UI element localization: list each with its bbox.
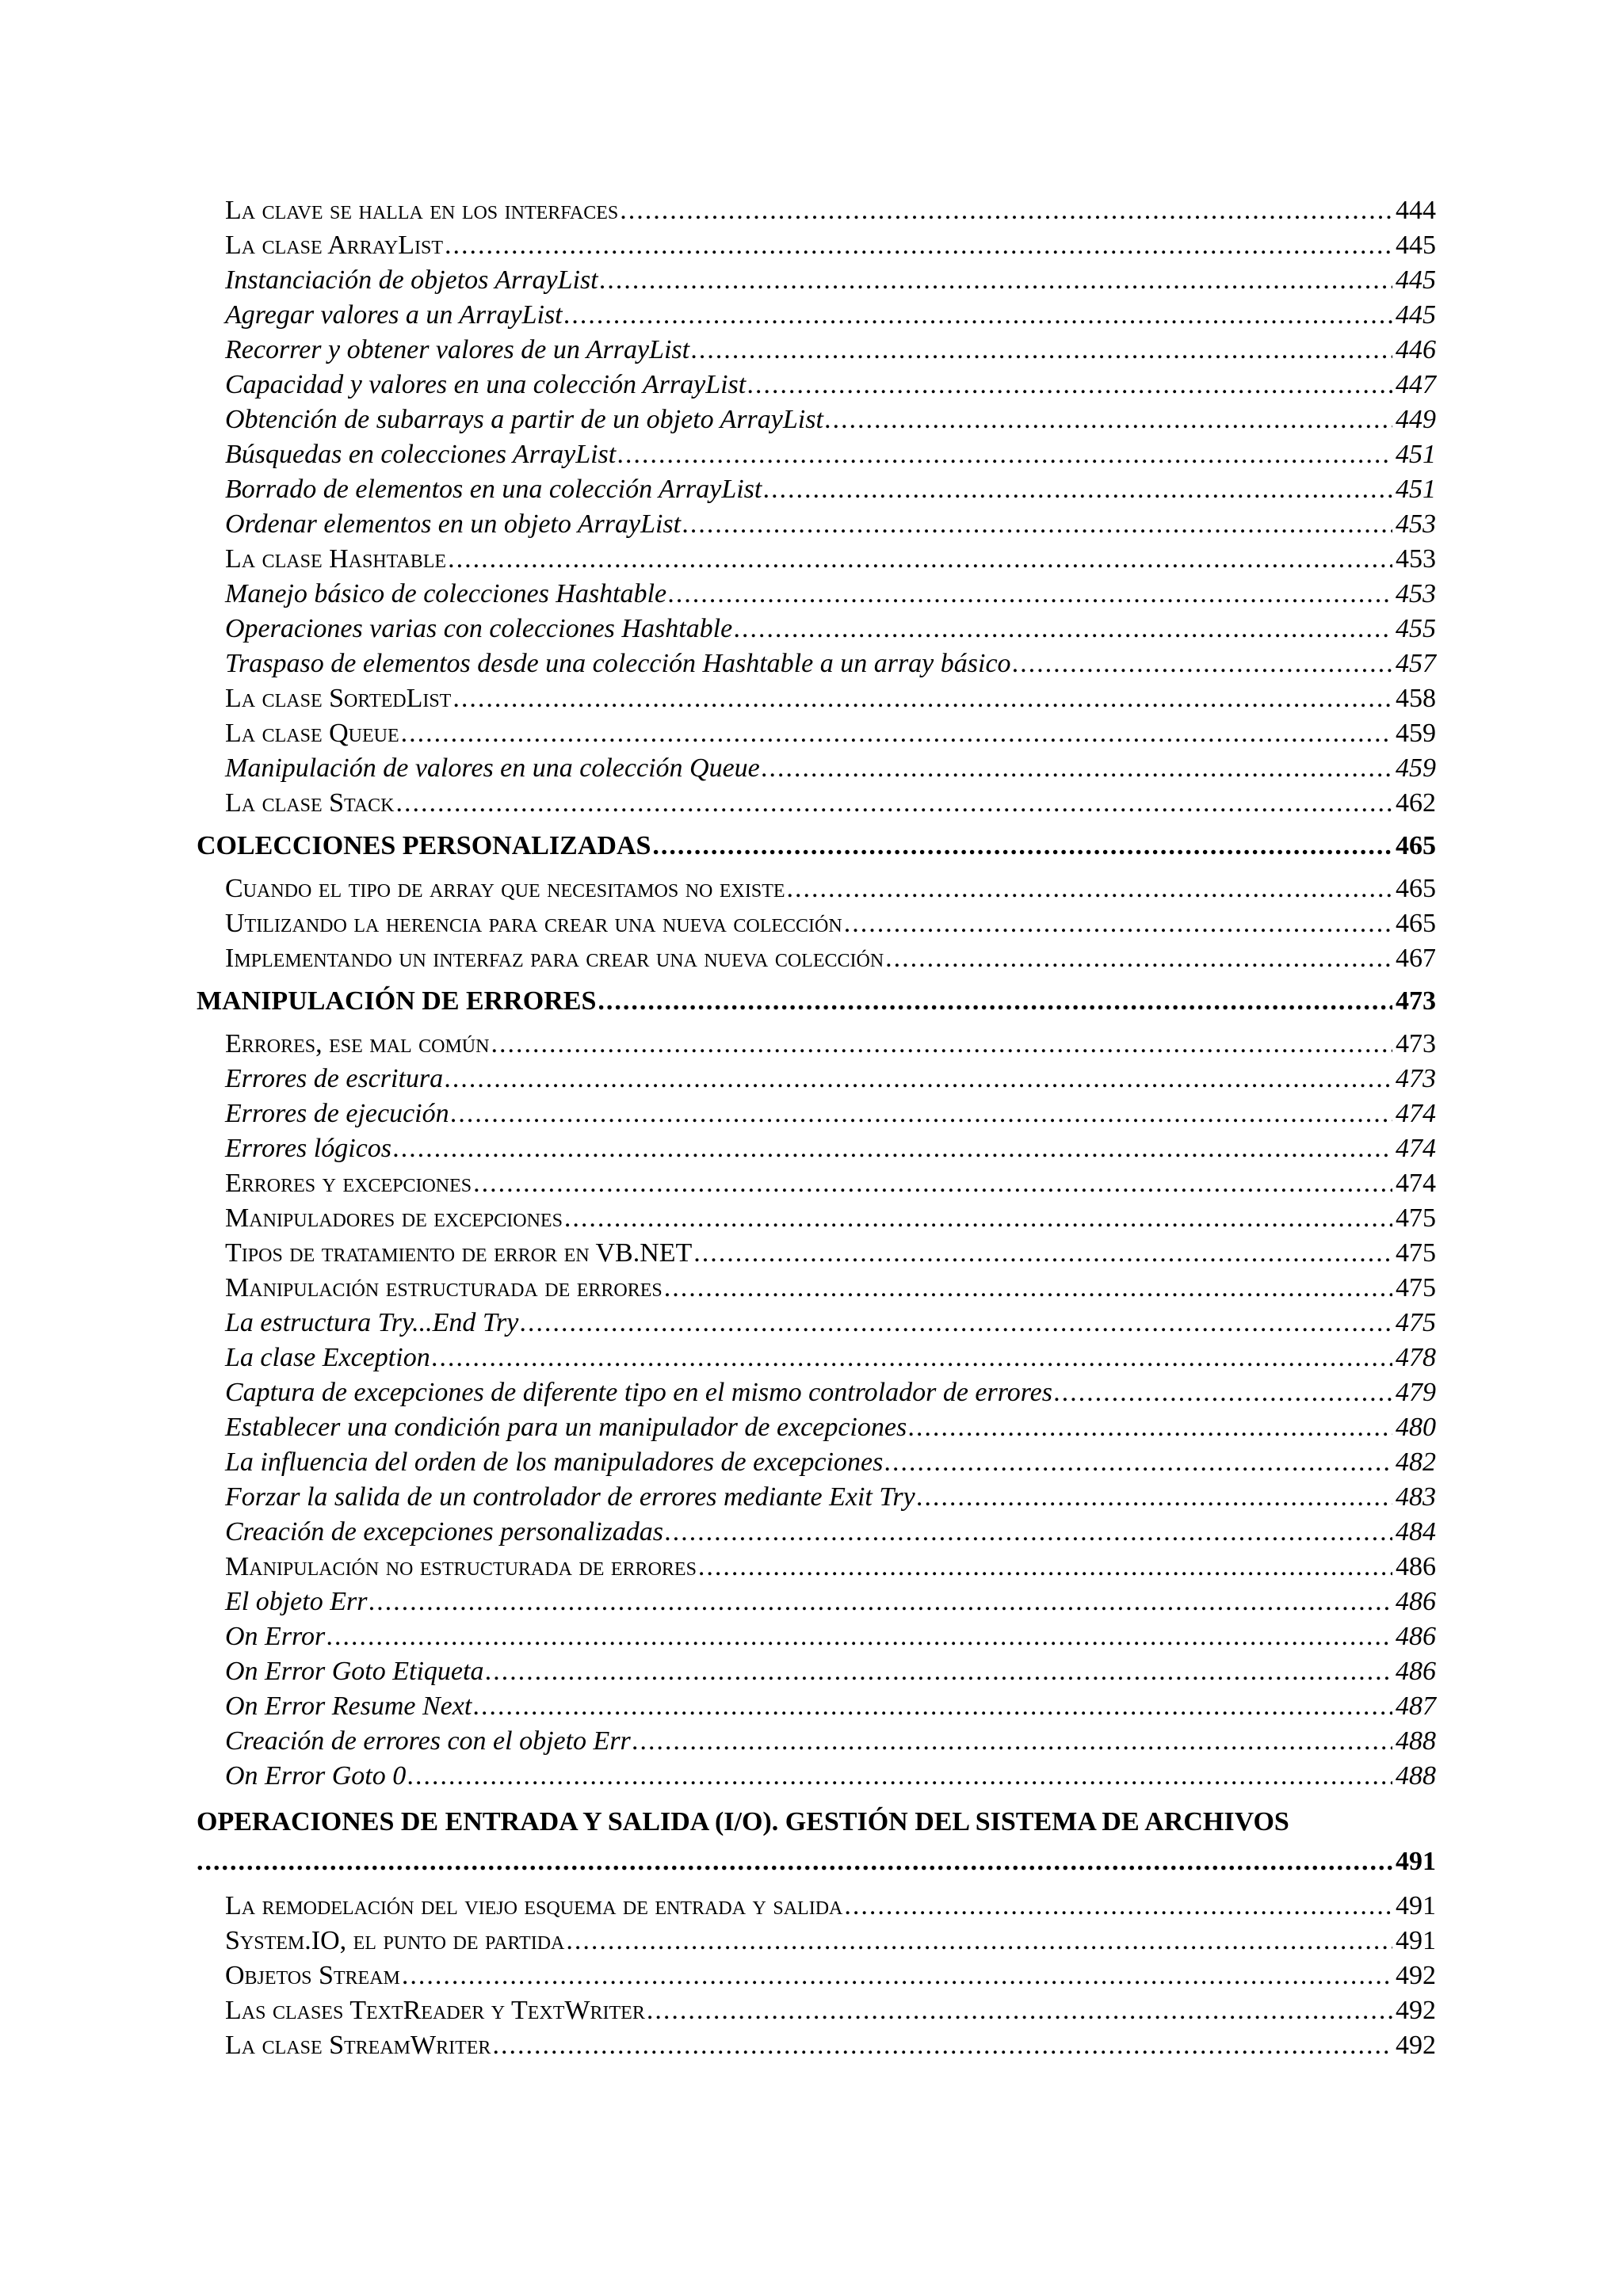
toc-entry-obtencion-de-subarrays-a-partir-de-un-objeto-arraylist[interactable] xyxy=(197,402,1436,437)
toc-entry-page: 457 xyxy=(1396,649,1436,678)
toc-entry-la-clase-stack[interactable] xyxy=(197,786,1436,821)
toc-entry-page: 459 xyxy=(1396,753,1436,783)
toc-entry-page: 492 xyxy=(1396,2031,1436,2060)
toc-entry-title: Captura de excepciones de diferente tipo en el mismo controlador de errores xyxy=(225,1378,1053,1407)
toc-entry-page: 451 xyxy=(1396,440,1436,469)
toc-leader-dots xyxy=(473,1689,1392,1724)
toc-leader-dots xyxy=(564,1201,1392,1236)
toc-entry-la-clase-arraylist[interactable] xyxy=(197,228,1436,263)
toc-leader-dots xyxy=(762,751,1392,786)
toc-leader-dots xyxy=(407,1759,1392,1794)
toc-entry-page: 486 xyxy=(1396,1657,1436,1686)
toc-leader-dots xyxy=(401,716,1392,751)
toc-entry-title: La remodelación del viejo esquema de entrada y salida xyxy=(225,1891,843,1920)
toc-entry-page: 478 xyxy=(1396,1343,1436,1372)
toc-entry-manipulacion-no-estructurada-de-errores[interactable] xyxy=(197,1550,1436,1585)
toc-entry-capacidad-y-valores-en-una-coleccion-arraylist[interactable] xyxy=(197,368,1436,402)
toc-entry-la-influencia-del-orden-de-los-manipuladores-de-excepciones[interactable] xyxy=(197,1445,1436,1480)
toc-chapter-title: OPERACIONES DE ENTRADA Y SALIDA (I/O). GESTIÓN DEL SISTEMA DE ARCHIVOS xyxy=(197,1807,1289,1836)
toc-group-colecciones-personalizadas xyxy=(197,871,1436,976)
toc-entry-page: 453 xyxy=(1396,544,1436,574)
toc-entry-page: 474 xyxy=(1396,1169,1436,1198)
toc-entry-title: El objeto Err xyxy=(225,1587,368,1616)
toc-entry-page: 483 xyxy=(1396,1482,1436,1512)
toc-entry-borrado-de-elementos-en-una-coleccion-arraylist[interactable] xyxy=(197,472,1436,507)
toc-entry-title: La clave se halla en los interfaces xyxy=(225,196,619,225)
toc-entry-title: Errores lógicos xyxy=(225,1134,391,1163)
toc-entry-system-io-el-punto-de-partida[interactable] xyxy=(197,1924,1436,1958)
toc-leader-dots xyxy=(445,228,1392,263)
toc-entry-errores-de-ejecucion[interactable] xyxy=(197,1097,1436,1131)
toc-entry-page: 475 xyxy=(1396,1273,1436,1302)
toc-entry-page: 473 xyxy=(1396,1064,1436,1093)
toc-leader-dots xyxy=(844,1889,1392,1924)
toc-leader-dots xyxy=(327,1619,1392,1654)
toc-leader-dots xyxy=(402,1958,1392,1993)
toc-entry-page: 453 xyxy=(1396,579,1436,608)
toc-leader-dots xyxy=(884,1445,1392,1480)
toc-entry-title: Manipulación estructurada de errores xyxy=(225,1273,663,1302)
toc-entry-la-remodelacion-del-viejo-esquema-de-entrada-y-salida[interactable] xyxy=(197,1889,1436,1924)
toc-entry-la-clase-queue[interactable] xyxy=(197,716,1436,751)
toc-entry-page: 492 xyxy=(1396,1961,1436,1990)
toc-chapter-colecciones-personalizadas[interactable] xyxy=(197,821,1436,871)
toc-entry-title: On Error Goto 0 xyxy=(225,1761,407,1791)
toc-entry-title: Manipuladores de excepciones xyxy=(225,1203,563,1233)
toc-entry-manipulacion-estructurada-de-errores[interactable] xyxy=(197,1271,1436,1306)
toc-entry-title: Objetos Stream xyxy=(225,1961,400,1990)
toc-entry-page: 447 xyxy=(1396,370,1436,399)
toc-entry-title: Las clases TextReader y TextWriter xyxy=(225,1996,645,2025)
toc-entry-page: 480 xyxy=(1396,1413,1436,1442)
toc-entry-title: Traspaso de elementos desde una colección Hashtable a un array básico xyxy=(225,649,1011,678)
toc-leader-dots xyxy=(652,821,1392,871)
toc-leader-dots xyxy=(632,1724,1392,1759)
toc-entry-title: Instanciación de objetos ArrayList xyxy=(225,265,598,295)
toc-entry-page: 449 xyxy=(1396,405,1436,434)
toc-leader-dots xyxy=(197,1843,1392,1881)
toc-entry-manejo-basico-de-colecciones-hashtable[interactable] xyxy=(197,577,1436,612)
toc-entry-errores-de-escritura[interactable] xyxy=(197,1062,1436,1097)
toc-entry-page: 475 xyxy=(1396,1203,1436,1233)
toc-entry-on-error[interactable] xyxy=(197,1619,1436,1654)
toc-leader-dots xyxy=(492,2028,1392,2063)
toc-leader-dots xyxy=(747,368,1392,402)
toc-leader-dots xyxy=(448,542,1392,577)
toc-entry-creacion-de-excepciones-personalizadas[interactable] xyxy=(197,1515,1436,1550)
toc-entry-establecer-una-condicion-para-un-manipulador-de-excepciones[interactable] xyxy=(197,1410,1436,1445)
toc-entry-title: Borrado de elementos en una colección ArrayList xyxy=(225,475,762,504)
toc-entry-la-estructura-try-end-try[interactable] xyxy=(197,1306,1436,1341)
toc-entry-implementando-un-interfaz-para-crear-una-nueva-coleccion[interactable] xyxy=(197,941,1436,976)
toc-leader-dots xyxy=(908,1410,1392,1445)
toc-group-colecciones xyxy=(197,193,1436,821)
toc-entry-page: 479 xyxy=(1396,1378,1436,1407)
toc-entry-title: Utilizando la herencia para crear una nueva colección xyxy=(225,909,842,938)
toc-entry-title: La clase Hashtable xyxy=(225,544,447,574)
toc-entry-page: 459 xyxy=(1396,719,1436,748)
toc-entry-title: La clase StreamWriter xyxy=(225,2031,491,2060)
toc-entry-on-error-resume-next[interactable] xyxy=(197,1689,1436,1724)
toc-entry-las-clases-textreader-y-textwriter[interactable] xyxy=(197,1993,1436,2028)
toc-entry-busquedas-en-colecciones-arraylist[interactable] xyxy=(197,437,1436,472)
toc-leader-dots xyxy=(1013,646,1392,681)
toc-leader-dots xyxy=(620,193,1392,228)
toc-group-operaciones-io xyxy=(197,1889,1436,2063)
toc-entry-title: La clase SortedList xyxy=(225,684,452,713)
toc-entry-la-clase-exception[interactable] xyxy=(197,1341,1436,1375)
toc-entry-objetos-stream[interactable] xyxy=(197,1958,1436,1993)
table-of-contents xyxy=(197,193,1436,2063)
toc-entry-page: 446 xyxy=(1396,335,1436,364)
toc-entry-tipos-de-tratamiento-de-error-en-vb-net[interactable] xyxy=(197,1236,1436,1271)
toc-leader-dots xyxy=(647,1993,1392,2028)
toc-entry-operaciones-varias-con-colecciones-hashtable[interactable] xyxy=(197,612,1436,646)
toc-leader-dots xyxy=(600,263,1392,298)
toc-entry-page: 455 xyxy=(1396,614,1436,643)
toc-entry-captura-de-excepciones-de-diferente-tipo-en-el-mismo-controlador-de-errores[interactable] xyxy=(197,1375,1436,1410)
toc-chapter-page: 491 xyxy=(1396,1847,1436,1876)
toc-entry-page: 444 xyxy=(1396,196,1436,225)
toc-leader-dots xyxy=(844,906,1392,941)
toc-entry-forzar-la-salida-de-un-controlador-de-errores-mediante-exit-try[interactable] xyxy=(197,1480,1436,1515)
toc-entry-title: Operaciones varias con colecciones Hashtable xyxy=(225,614,733,643)
toc-entry-title: Tipos de tratamiento de error en VB.NET xyxy=(225,1238,693,1268)
toc-entry-instanciacion-de-objetos-arraylist[interactable] xyxy=(197,263,1436,298)
toc-leader-dots xyxy=(395,786,1392,821)
toc-chapter-page: 465 xyxy=(1396,831,1436,860)
toc-entry-page: 486 xyxy=(1396,1587,1436,1616)
toc-entry-page: 488 xyxy=(1396,1726,1436,1756)
toc-entry-page: 458 xyxy=(1396,684,1436,713)
toc-entry-title: Errores, ese mal común xyxy=(225,1029,490,1058)
toc-leader-dots xyxy=(682,507,1392,542)
toc-leader-dots xyxy=(445,1062,1392,1097)
toc-entry-page: 488 xyxy=(1396,1761,1436,1791)
toc-entry-creacion-de-errores-con-el-objeto-err[interactable] xyxy=(197,1724,1436,1759)
toc-entry-title: Creación de excepciones personalizadas xyxy=(225,1517,663,1547)
toc-entry-title: La clase Stack xyxy=(225,788,395,818)
toc-entry-page: 453 xyxy=(1396,509,1436,539)
toc-entry-page: 445 xyxy=(1396,231,1436,260)
toc-leader-dots xyxy=(668,577,1392,612)
toc-entry-title: La estructura Try...End Try xyxy=(225,1308,519,1337)
toc-entry-la-clase-sortedlist[interactable] xyxy=(197,681,1436,716)
toc-leader-dots xyxy=(432,1341,1392,1375)
toc-entry-title: Errores de escritura xyxy=(225,1064,444,1093)
toc-entry-page: 465 xyxy=(1396,909,1436,938)
toc-leader-dots xyxy=(369,1585,1392,1619)
toc-entry-title: Implementando un interfaz para crear una nueva colección xyxy=(225,944,884,973)
toc-leader-dots xyxy=(617,437,1392,472)
toc-entry-recorrer-y-obtener-valores-de-un-arraylist[interactable] xyxy=(197,333,1436,368)
toc-leader-dots xyxy=(825,402,1392,437)
toc-leader-dots xyxy=(566,1924,1392,1958)
toc-chapter-title: MANIPULACIÓN DE ERRORES xyxy=(197,986,597,1016)
toc-entry-title: Manejo básico de colecciones Hashtable xyxy=(225,579,667,608)
toc-entry-cuando-el-tipo-de-array-que-necesitamos-no-existe[interactable] xyxy=(197,871,1436,906)
toc-entry-page: 445 xyxy=(1396,300,1436,330)
toc-entry-on-error-goto-0[interactable] xyxy=(197,1759,1436,1794)
toc-entry-title: Forzar la salida de un controlador de errores mediante Exit Try xyxy=(225,1482,915,1512)
toc-entry-page: 445 xyxy=(1396,265,1436,295)
toc-leader-dots xyxy=(451,1097,1392,1131)
toc-entry-page: 473 xyxy=(1396,1029,1436,1058)
toc-entry-title: Ordenar elementos en un objeto ArrayList xyxy=(225,509,682,539)
toc-entry-page: 467 xyxy=(1396,944,1436,973)
toc-entry-page: 482 xyxy=(1396,1447,1436,1477)
toc-entry-page: 474 xyxy=(1396,1134,1436,1163)
toc-entry-el-objeto-err[interactable] xyxy=(197,1585,1436,1619)
toc-group-manipulacion-de-errores xyxy=(197,1027,1436,1794)
toc-entry-title: Errores y excepciones xyxy=(225,1169,472,1198)
toc-entry-page: 492 xyxy=(1396,1996,1436,2025)
toc-leader-dots xyxy=(787,871,1392,906)
toc-leader-dots xyxy=(885,941,1392,976)
toc-entry-manipuladores-de-excepciones[interactable] xyxy=(197,1201,1436,1236)
toc-entry-agregar-valores-a-un-arraylist[interactable] xyxy=(197,298,1436,333)
toc-entry-page: 462 xyxy=(1396,788,1436,818)
toc-entry-page: 475 xyxy=(1396,1238,1436,1268)
toc-leader-dots xyxy=(734,612,1392,646)
toc-leader-dots xyxy=(665,1515,1392,1550)
toc-entry-errores-ese-mal-comun[interactable] xyxy=(197,1027,1436,1062)
toc-entry-la-clave-se-halla-en-los-interfaces[interactable] xyxy=(197,193,1436,228)
toc-entry-title: Manipulación de valores en una colección Queue xyxy=(225,753,760,783)
toc-leader-dots xyxy=(564,298,1392,333)
toc-entry-on-error-goto-etiqueta[interactable] xyxy=(197,1654,1436,1689)
toc-entry-page: 475 xyxy=(1396,1308,1436,1337)
toc-leader-dots xyxy=(664,1271,1392,1306)
toc-chapter-page: 473 xyxy=(1396,986,1436,1016)
toc-leader-dots xyxy=(453,681,1392,716)
toc-chapter-operaciones-io[interactable] xyxy=(197,1802,1436,1843)
toc-entry-title: On Error Goto Etiqueta xyxy=(225,1657,484,1686)
toc-leader-dots xyxy=(917,1480,1392,1515)
toc-leader-dots xyxy=(393,1131,1392,1166)
toc-entry-manipulacion-de-valores-en-una-coleccion-queue[interactable] xyxy=(197,751,1436,786)
toc-entry-la-clase-streamwriter[interactable] xyxy=(197,2028,1436,2063)
toc-entry-page: 491 xyxy=(1396,1926,1436,1955)
toc-leader-dots xyxy=(485,1654,1392,1689)
toc-entry-page: 487 xyxy=(1396,1691,1436,1721)
toc-leader-dots xyxy=(1054,1375,1392,1410)
toc-entry-page: 484 xyxy=(1396,1517,1436,1547)
toc-entry-ordenar-elementos-en-un-objeto-arraylist[interactable] xyxy=(197,507,1436,542)
toc-leader-dots xyxy=(491,1027,1392,1062)
toc-entry-page: 465 xyxy=(1396,874,1436,903)
toc-leader-dots xyxy=(763,472,1392,507)
toc-entry-page: 451 xyxy=(1396,475,1436,504)
toc-entry-title: La clase ArrayList xyxy=(225,231,444,260)
toc-entry-title: Agregar valores a un ArrayList xyxy=(225,300,563,330)
toc-chapter-title: COLECCIONES PERSONALIZADAS xyxy=(197,831,651,860)
toc-entry-title: La clase Exception xyxy=(225,1343,430,1372)
toc-entry-utilizando-la-herencia-para-crear-una-nueva-coleccion[interactable] xyxy=(197,906,1436,941)
toc-entry-title: Creación de errores con el objeto Err xyxy=(225,1726,631,1756)
toc-entry-traspaso-de-elementos-desde-una-coleccion-hashtable-a-un-array-basico[interactable] xyxy=(197,646,1436,681)
toc-entry-title: Errores de ejecución xyxy=(225,1099,449,1128)
toc-entry-title: Capacidad y valores en una colección ArrayList xyxy=(225,370,747,399)
toc-leader-dots xyxy=(473,1166,1392,1201)
toc-chapter-operaciones-io-page-line[interactable] xyxy=(197,1843,1436,1881)
toc-entry-title: Establecer una condición para un manipulador de excepciones xyxy=(225,1413,907,1442)
toc-entry-page: 491 xyxy=(1396,1891,1436,1920)
toc-entry-title: System.IO, el punto de partida xyxy=(225,1926,565,1955)
toc-entry-title: Obtención de subarrays a partir de un objeto ArrayList xyxy=(225,405,823,434)
toc-leader-dots xyxy=(598,976,1392,1027)
toc-entry-errores-logicos[interactable] xyxy=(197,1131,1436,1166)
toc-entry-title: Cuando el tipo de array que necesitamos no existe xyxy=(225,874,785,903)
toc-leader-dots xyxy=(520,1306,1392,1341)
toc-entry-title: Búsquedas en colecciones ArrayList xyxy=(225,440,617,469)
toc-entry-title: On Error xyxy=(225,1622,326,1651)
toc-entry-title: La influencia del orden de los manipuladores de excepciones xyxy=(225,1447,884,1477)
toc-leader-dots xyxy=(698,1550,1392,1585)
toc-entry-errores-y-excepciones[interactable] xyxy=(197,1166,1436,1201)
toc-entry-title: Manipulación no estructurada de errores xyxy=(225,1552,697,1581)
toc-entry-page: 486 xyxy=(1396,1622,1436,1651)
toc-entry-title: La clase Queue xyxy=(225,719,399,748)
toc-leader-dots xyxy=(691,333,1392,368)
toc-entry-la-clase-hashtable[interactable] xyxy=(197,542,1436,577)
toc-entry-title: On Error Resume Next xyxy=(225,1691,472,1721)
toc-chapter-manipulacion-de-errores[interactable] xyxy=(197,976,1436,1027)
toc-leader-dots xyxy=(693,1236,1392,1271)
toc-entry-page: 474 xyxy=(1396,1099,1436,1128)
toc-entry-title: Recorrer y obtener valores de un ArrayList xyxy=(225,335,690,364)
toc-entry-page: 486 xyxy=(1396,1552,1436,1581)
